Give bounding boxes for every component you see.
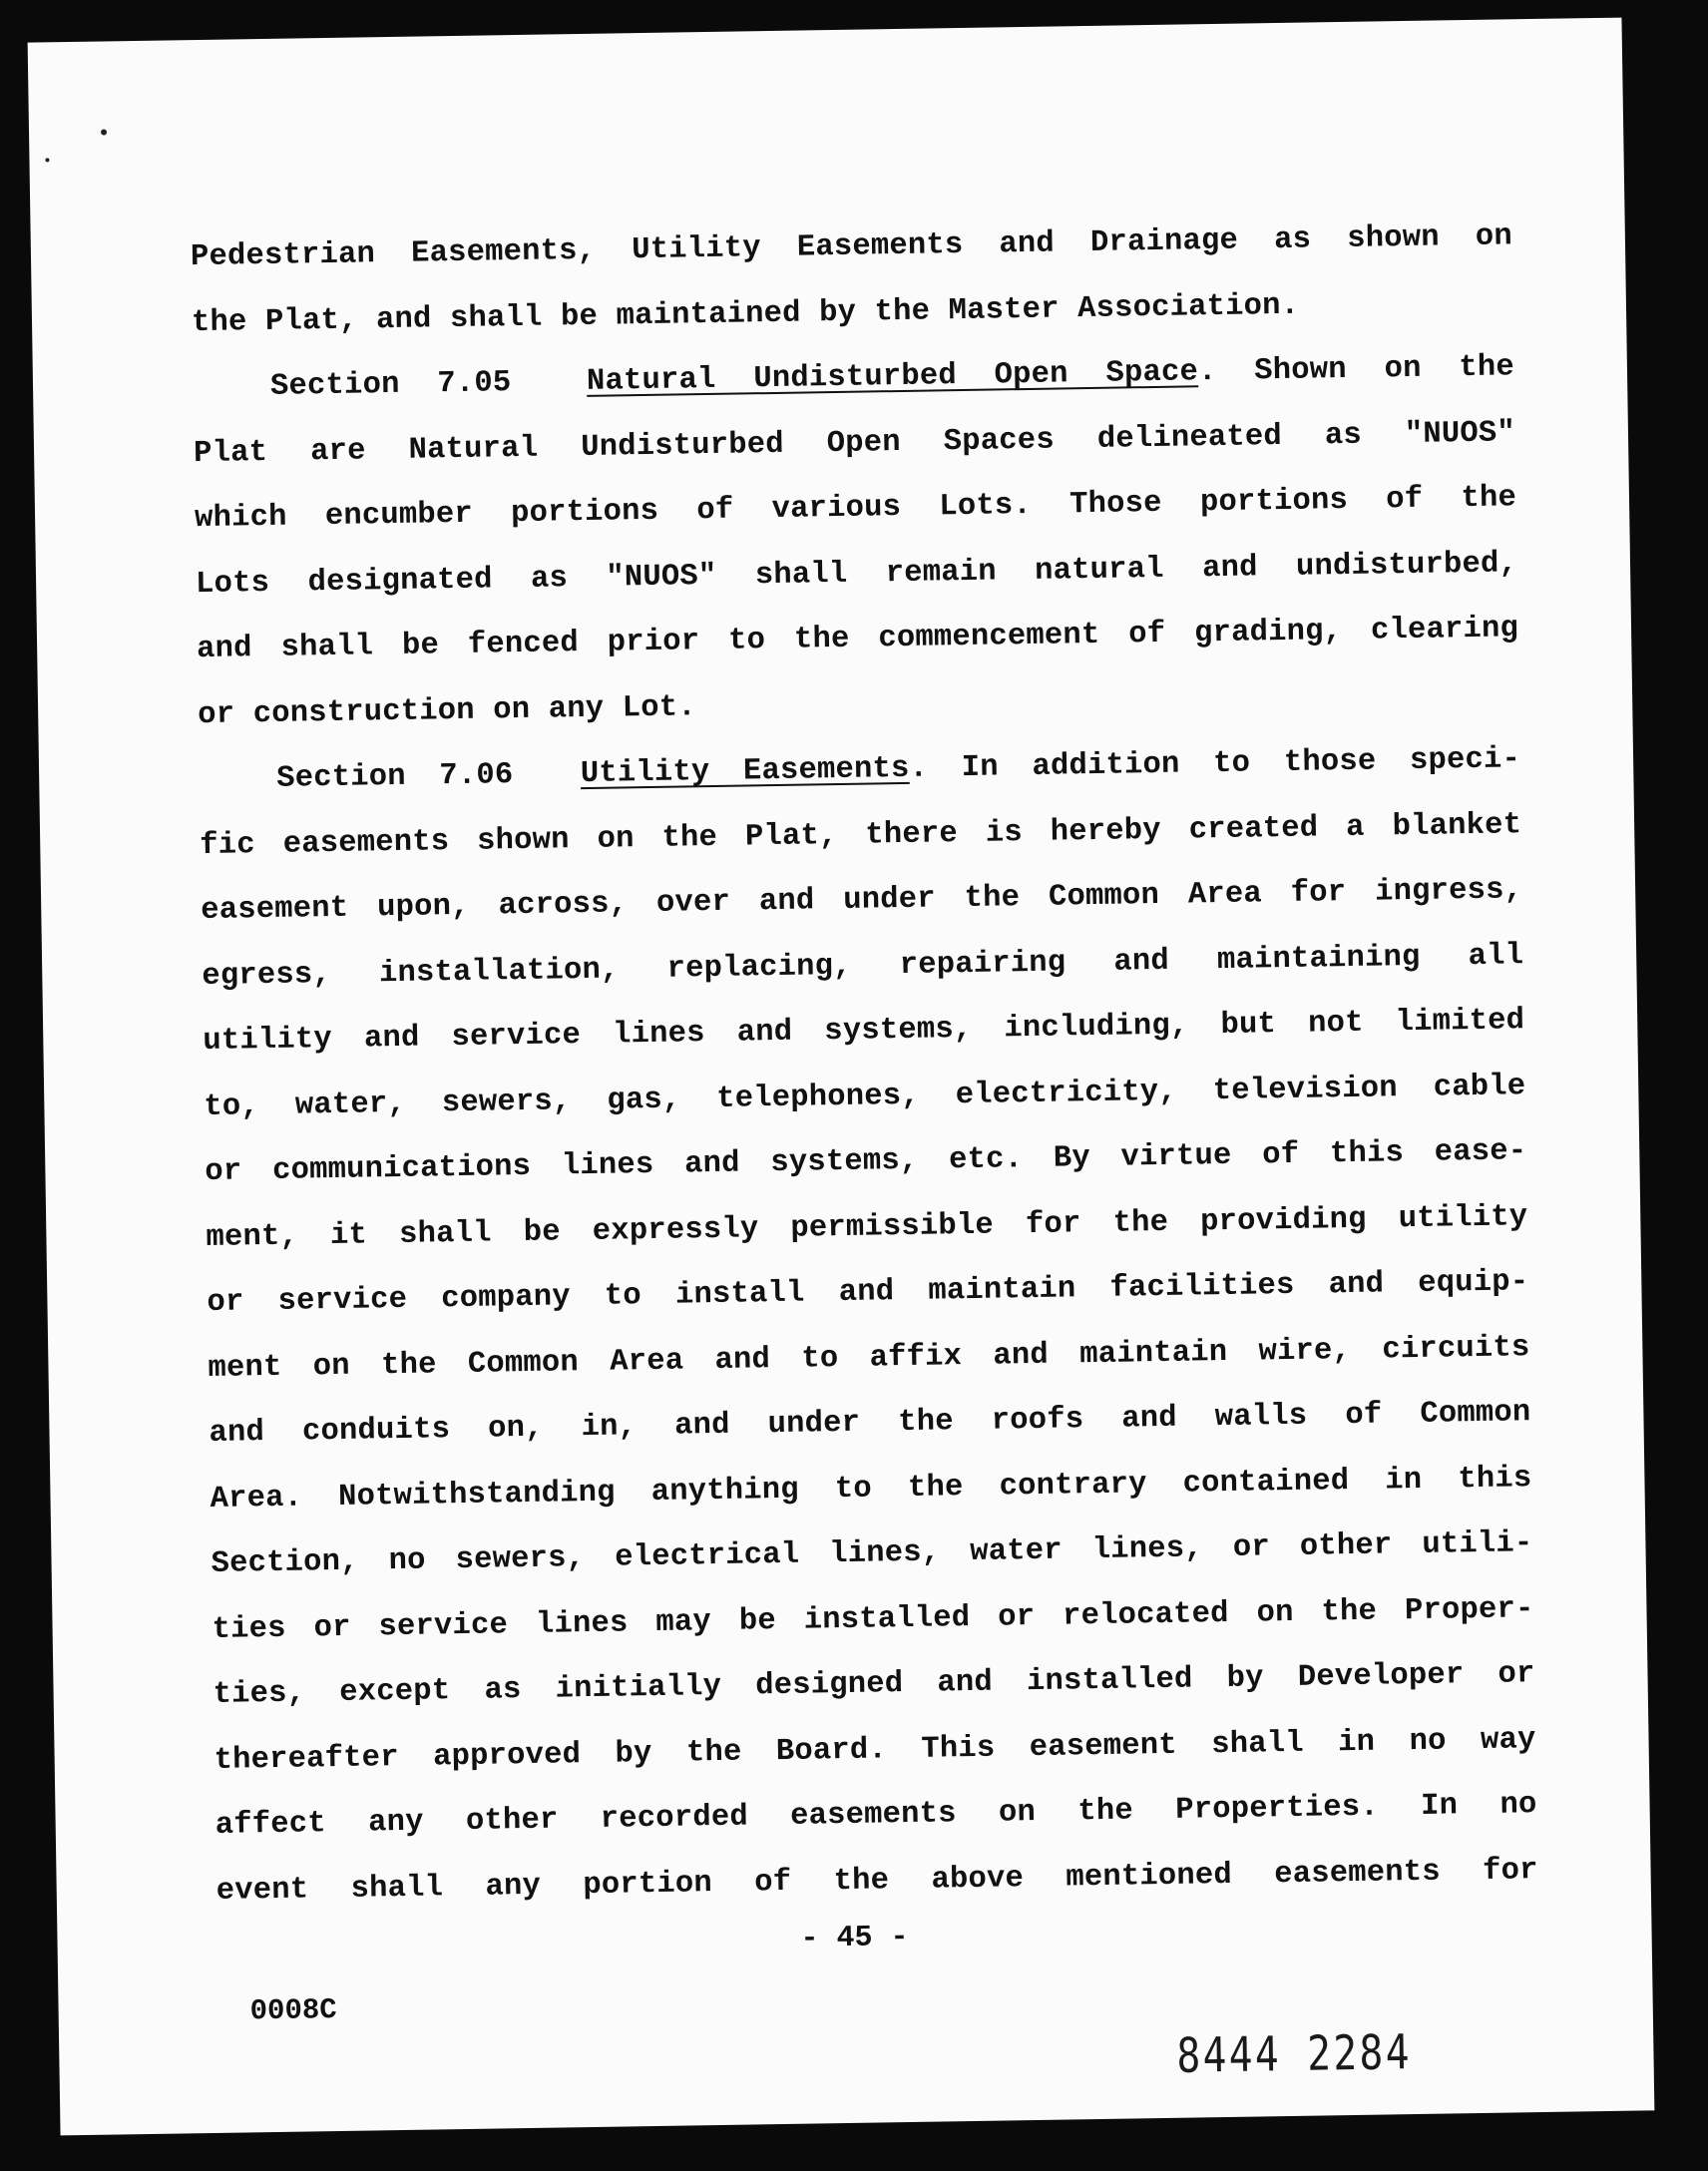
text-line-15: or communications lines and systems, etc. By virtue of this ease- xyxy=(205,1134,1527,1190)
text-line-16: ment, it shall be expressly permissible for the providing utility xyxy=(206,1199,1528,1255)
text-line-26: event shall any portion of the above mentioned easements for xyxy=(215,1853,1538,1909)
section-7-06-title: Utility Easements xyxy=(580,751,910,792)
text-line-5: which encumber portions of various Lots. Those portions of the xyxy=(194,481,1517,537)
section-7-06-lead: . In addition to those speci- xyxy=(909,742,1521,786)
text-line-17: or service company to install and maintain facilities and equip- xyxy=(207,1265,1529,1321)
text-line-2: the Plat, and shall be maintained by the Master Association. xyxy=(191,288,1300,340)
text-line-13: utility and service lines and systems, including, but not limited xyxy=(203,1004,1525,1060)
text-line-20: Area. Notwithstanding anything to the contrary contained in this xyxy=(210,1461,1532,1517)
scan-speck xyxy=(101,129,107,135)
text-line-19: and conduits on, in, and under the roofs and walls of Common xyxy=(209,1396,1531,1451)
section-7-05-lead: . Shown on the xyxy=(1197,350,1515,390)
section-7-05-label: Section 7.05 xyxy=(269,366,512,404)
text-line-11: easement upon, across, over and under the Common Area for ingress, xyxy=(201,873,1523,929)
text-line-8: or construction on any Lot. xyxy=(197,689,697,732)
text-line-23: ties, except as initially designed and installed by Developer or xyxy=(213,1657,1535,1712)
section-7-06-label: Section 7.06 xyxy=(275,758,514,796)
text-line-25: affect any other recorded easements on the Properties. In no xyxy=(214,1788,1537,1843)
text-line-6: Lots designated as "NUOS" shall remain natural and undisturbed, xyxy=(195,546,1518,602)
text-line-24: thereafter approved by the Board. This easement shall in no way xyxy=(214,1722,1536,1778)
document-code: 0008C xyxy=(249,1993,337,2028)
page-number: - 45 - xyxy=(800,1921,909,1956)
text-line-22: ties or service lines may be installed or relocated on the Proper- xyxy=(212,1591,1534,1647)
text-line-1: Pedestrian Easements, Utility Easements and Drainage as shown on xyxy=(190,219,1513,275)
text-line-12: egress, installation, replacing, repairing and maintaining all xyxy=(202,938,1524,994)
section-7-05-title: Natural Undisturbed Open Space xyxy=(586,355,1199,399)
text-line-10: fic easements shown on the Plat, there is hereby created a blanket xyxy=(200,807,1522,863)
document-body xyxy=(191,205,1539,1925)
text-line-14: to, water, sewers, gas, telephones, electricity, television cable xyxy=(204,1069,1526,1124)
bates-stamp-number: 8444 2284 xyxy=(1176,2024,1413,2084)
text-line-7: and shall be fenced prior to the commencement of grading, clearing xyxy=(196,612,1519,667)
text-line-21: Section, no sewers, electrical lines, water lines, or other utili- xyxy=(211,1526,1533,1581)
text-line-4: Plat are Natural Undisturbed Open Spaces delineated as "NUOS" xyxy=(193,415,1516,471)
text-line-18: ment on the Common Area and to affix and maintain wire, circuits xyxy=(208,1330,1530,1386)
document-page xyxy=(28,18,1655,2136)
scan-speck xyxy=(45,158,49,162)
